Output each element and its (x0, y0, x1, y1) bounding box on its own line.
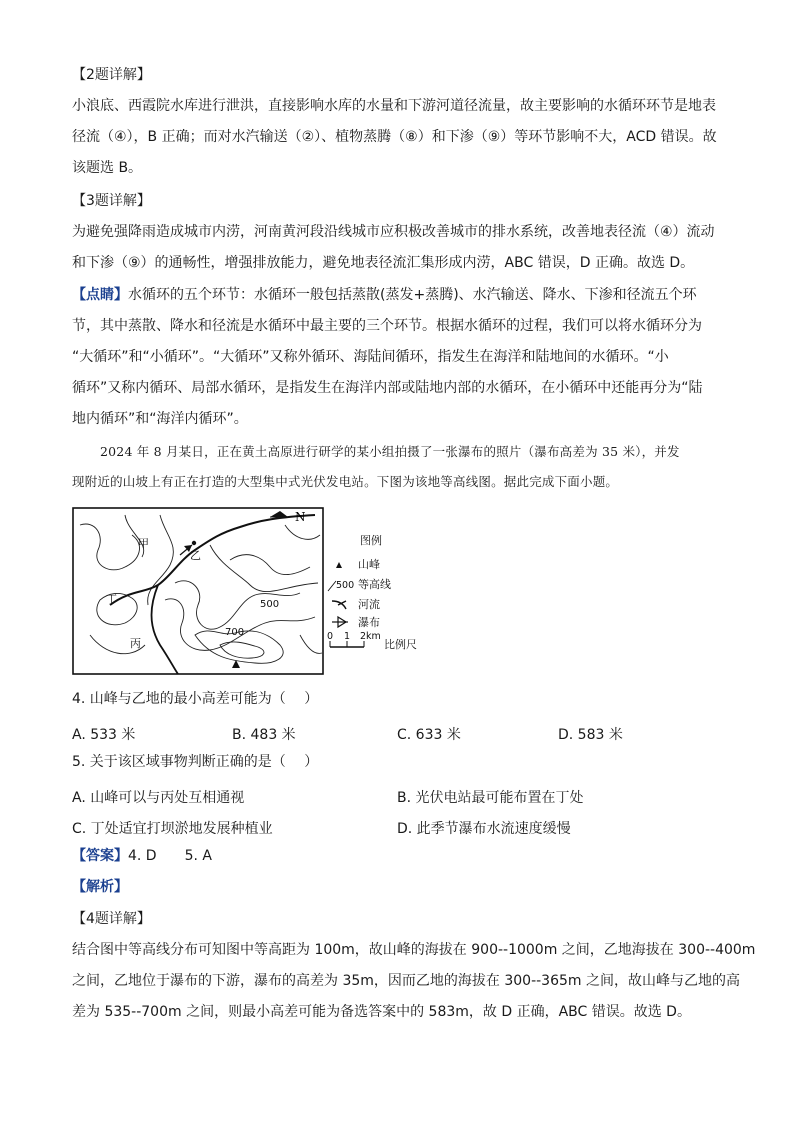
section-3-line: 和下渗（⑨）的通畅性，增强排放能力，避免地表径流汇集形成内涝，ABC 错误，D 正确。故选 D。 (72, 255, 695, 271)
scale-tick: 2km (360, 631, 381, 642)
section-4-heading: 【4题详解】 (72, 911, 151, 927)
q4-option-d: D. 583 米 (558, 727, 623, 743)
contour-line (210, 545, 318, 592)
river-branch (152, 585, 179, 674)
q4-option-c: C. 633 米 (397, 727, 461, 743)
q5-option-c: C. 丁处适宜打坝淤地发展种植业 (72, 821, 273, 837)
map-legend (327, 533, 417, 651)
section-2-heading: 【2题详解】 (72, 67, 151, 83)
contour-line (80, 524, 139, 570)
section-4-line: 结合图中等高线分布可知图中等高距为 100m，故山峰的海拔在 900--1000m 之间，乙地海拔在 300--400m (72, 942, 756, 958)
contour-label-500: 500 (260, 599, 280, 610)
label-ding: 丁 (106, 593, 117, 606)
legend-peak-icon (336, 562, 342, 568)
key-point-line: 循环”又称内循环、局部水循环，是指发生在海洋内部或陆地内部的水循环，在小循环中还能再分为“陆 (72, 380, 703, 396)
question-5-text: 5. 关于该区域事物判断正确的是（ ） (72, 754, 319, 770)
answer-label: 【答案】 (72, 848, 128, 864)
label-jia: 甲 (138, 537, 149, 550)
q4-option-a: A. 533 米 (72, 727, 136, 743)
section-4-line: 之间，乙地位于瀑布的下游，瀑布的高差为 35m，因而乙地的海拔在 300--365m 之间，故山峰与乙地的高 (72, 973, 740, 989)
legend-river-icon (332, 601, 346, 609)
material-line: 2024 年 8 月某日，正在黄土高原进行研学的某小组拍摄了一张瀑布的照片（瀑布高差为 35 米），并发 (100, 444, 680, 459)
answer-text: 4. D 5. A (128, 848, 212, 864)
question-4-text: 4. 山峰与乙地的最小高差可能为（ ） (72, 691, 319, 707)
legend-river-label: 河流 (358, 598, 380, 611)
material-line: 现附近的山坡上有正在打造的大型集中式光伏发电站。下图为该地等高线图。据此完成下面小题。 (72, 474, 619, 489)
question-material (72, 437, 724, 497)
key-point-line: 节，其中蒸散、降水和径流是水循环中最主要的三个环节。根据水循环的过程，我们可以将水循环分为 (72, 318, 702, 334)
q5-option-d: D. 此季节瀑布水流速度缓慢 (397, 821, 571, 837)
map-frame (73, 508, 323, 674)
contour-line (230, 555, 310, 575)
section-2-line: 小浪底、西霞院水库进行泄洪，直接影响水库的水量和下游河道径流量，故主要影响的水循环环节是地表 (72, 98, 716, 114)
contour-line (285, 525, 320, 539)
answer-line (72, 841, 724, 903)
legend-scale-label: 比例尺 (384, 638, 417, 651)
section-4-explanation (72, 904, 756, 1028)
section-4-line: 差为 535--700m 之间，则最小高差可能为备选答案中的 583m，故 D 正确，ABC 错误。故选 D。 (72, 1004, 691, 1020)
point-yi-marker (192, 541, 196, 545)
label-bing: 丙 (130, 637, 141, 650)
section-3-heading: 【3题详解】 (72, 193, 151, 209)
legend-peak-label: 山峰 (358, 558, 380, 571)
section-2-line: 该题选 B。 (72, 160, 143, 176)
question-4-stem (72, 684, 724, 715)
north-label: N (295, 510, 306, 524)
section-3-line: 为避免强降雨造成城市内涝，河南黄河段沿线城市应积极改善城市的排水系统，改善地表径流（④）流动 (72, 224, 715, 240)
contour-lines (80, 515, 322, 663)
question-5-stem (72, 747, 724, 778)
legend-contour-label: 等高线 (358, 578, 391, 591)
q5-option-a: A. 山峰可以与丙处互相通视 (72, 790, 245, 806)
legend-waterfall-label: 瀑布 (358, 616, 380, 629)
legend-contour-value: 500 (336, 580, 355, 591)
legend-title: 图例 (360, 534, 382, 547)
scale-tick: 0 (327, 631, 334, 642)
legend-waterfall-icon (332, 617, 348, 627)
legend-contour-icon (328, 581, 336, 591)
scale-tick: 1 (344, 631, 351, 642)
contour-line (175, 581, 300, 629)
section-3-explanation (72, 186, 724, 279)
contour-map-figure (70, 505, 440, 680)
contour-line (125, 515, 144, 557)
label-yi: 乙 (190, 549, 201, 562)
q4-option-b: B. 483 米 (232, 727, 296, 743)
key-point-block (72, 280, 724, 435)
key-point-label: 【点睛】 (72, 287, 128, 303)
contour-line (300, 635, 322, 653)
section-2-explanation (72, 60, 724, 184)
key-point-text: 水循环的五个环节：水循环一般包括蒸散(蒸发+蒸腾)、水汽输送、降水、下渗和径流五个环 (128, 287, 697, 303)
q5-option-b: B. 光伏电站最可能布置在丁处 (397, 790, 584, 806)
key-point-first-line (72, 280, 724, 311)
analysis-label: 【解析】 (72, 879, 128, 895)
key-point-line: “大循环”和“小循环”。“大循环”又称外循环、海陆间循环，指发生在海洋和陆地间的水循环。“小 (72, 349, 669, 365)
river-main (110, 515, 315, 605)
contour-label-700: 700 (225, 627, 245, 638)
section-2-line: 径流（④），B 正确；而对水汽输送（②）、植物蒸腾（⑧）和下渗（⑨）等环节影响不大，ACD 错误。故 (72, 129, 717, 145)
key-point-line: 地内循环”和“海洋内循环”。 (72, 411, 248, 427)
contour-line (148, 515, 174, 605)
